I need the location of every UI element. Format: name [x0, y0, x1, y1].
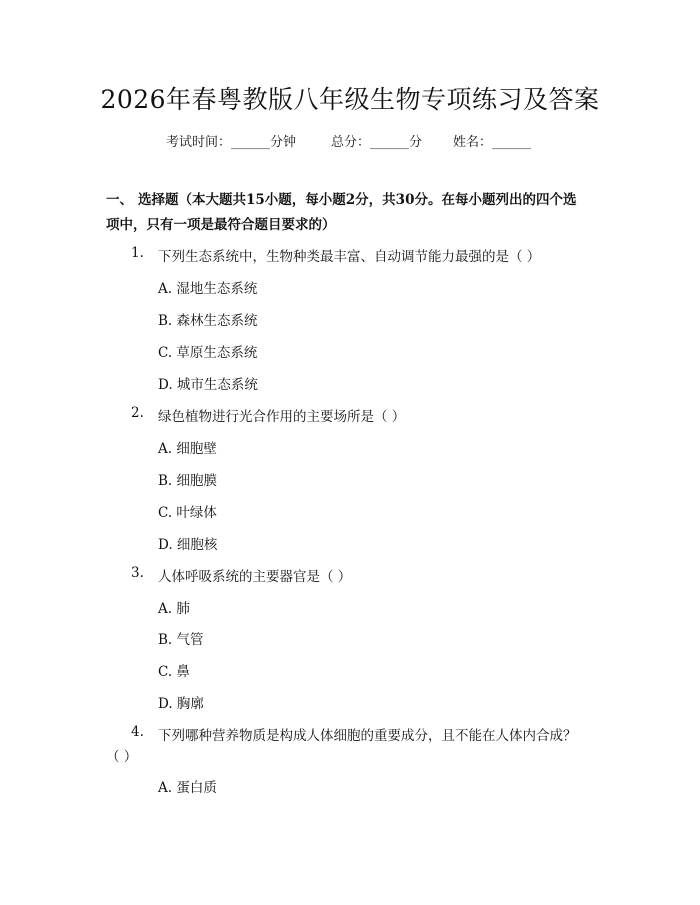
option-a: A. 蛋白质: [158, 780, 217, 796]
question-text: 绿色植物进行光合作用的主要场所是（ ）: [158, 409, 406, 425]
section-heading-line1: 选择题（本大题共15小题，每小题2分，共30分。在每小题列出的四个选: [138, 192, 577, 208]
question-text: 下列生态系统中，生物种类最丰富、自动调节能力最强的是（ ）: [158, 249, 541, 265]
question-number: 4.: [131, 724, 144, 740]
option-d: D. 城市生态系统: [158, 377, 258, 393]
question-text: 人体呼吸系统的主要器官是（ ）: [158, 569, 352, 585]
question-number: 2.: [131, 405, 144, 421]
option-b: B. 气管: [158, 632, 204, 648]
option-c: C. 草原生态系统: [158, 345, 258, 361]
option-a: A. 细胞壁: [158, 441, 217, 457]
option-c: C. 叶绿体: [158, 505, 217, 521]
student-name: 姓名：______: [453, 135, 532, 150]
question-text-continued: （ ）: [106, 749, 138, 765]
option-d: D. 细胞核: [158, 537, 218, 553]
question-number: 1.: [131, 245, 144, 261]
option-b: B. 森林生态系统: [158, 313, 258, 329]
option-b: B. 细胞膜: [158, 473, 218, 489]
page-title: 2026年春粤教版八年级生物专项练习及答案: [100, 85, 600, 114]
question-text: 下列哪种营养物质是构成人体细胞的重要成分，且不能在人体内合成？: [158, 728, 577, 744]
option-d: D. 胸廓: [158, 696, 204, 712]
option-a: A. 肺: [158, 601, 190, 617]
section-heading-line2: 项中，只有一项是最符合题目要求的）: [106, 217, 336, 233]
option-c: C. 鼻: [158, 664, 190, 680]
section-number: 一、: [106, 192, 133, 208]
question-number: 3.: [131, 565, 144, 581]
exam-time: 考试时间：______分钟: [166, 135, 297, 150]
total-score: 总分：______分: [331, 135, 423, 150]
option-a: A. 湿地生态系统: [158, 281, 258, 297]
